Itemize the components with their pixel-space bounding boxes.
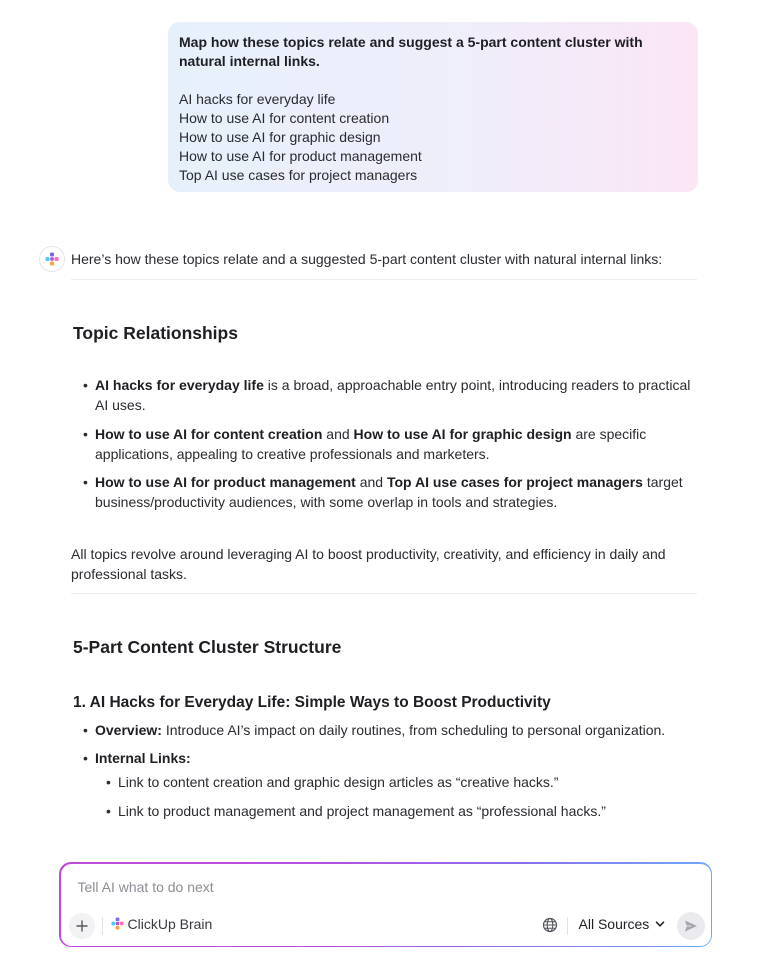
bullet-text: is a broad, approachable entry point, introducing readers to practical AI uses.: [95, 377, 691, 413]
sources-dropdown[interactable]: [579, 916, 666, 932]
composer-inner: [61, 864, 711, 946]
globe-icon: [542, 917, 558, 933]
user-message-bubble: [168, 22, 698, 192]
brain-selector-button[interactable]: [111, 916, 213, 932]
bullet-dot: •: [83, 426, 88, 442]
plus-icon: [76, 920, 88, 932]
bullet-text: and: [355, 474, 387, 490]
user-topic-item: How to use AI for graphic design: [179, 129, 381, 145]
bullet-dot: •: [106, 774, 111, 790]
section-heading-topic-relationships: Topic Relationships: [73, 323, 238, 343]
overview-label: Overview:: [95, 722, 162, 738]
divider: [71, 593, 697, 594]
user-topic-list: [179, 90, 687, 185]
add-attachment-button[interactable]: [69, 913, 95, 939]
bold-topic: AI hacks for everyday life: [95, 377, 264, 393]
cluster-part-title: 1. AI Hacks for Everyday Life: Simple Ways to Boost Productivity: [73, 694, 551, 711]
list-item: [83, 720, 693, 740]
prompt-input[interactable]: Tell AI what to do next: [77, 878, 214, 895]
list-item: [83, 472, 693, 512]
summary-paragraph: All topics revolve around leveraging AI to boost productivity, creativity, and efficiency in daily and professional tasks.: [71, 546, 666, 582]
bullet-dot: •: [83, 377, 88, 393]
divider: [71, 279, 697, 280]
bullet-dot: •: [83, 750, 88, 766]
bold-topic: How to use AI for product management: [95, 474, 356, 490]
bold-topic: How to use AI for content creation: [95, 426, 323, 442]
list-item: [83, 375, 693, 415]
web-search-toggle[interactable]: [542, 917, 560, 935]
section-heading-content-cluster: 5-Part Content Cluster Structure: [73, 637, 342, 657]
overview-text: Introduce AI’s impact on daily routines, from scheduling to personal organization.: [161, 722, 666, 738]
internal-links-label: Internal Links:: [95, 750, 191, 766]
brain-selector-label: ClickUp Brain: [127, 915, 213, 932]
user-topic-item: How to use AI for product management: [179, 148, 422, 164]
list-item: [83, 748, 693, 768]
list-item: [106, 801, 696, 821]
divider: [102, 917, 103, 935]
bullet-text: target business/productivity audiences, with some overlap in tools and strategies.: [95, 474, 683, 510]
clickup-brain-icon: [45, 252, 59, 266]
clickup-brain-icon: [111, 917, 124, 930]
ai-avatar: [39, 246, 65, 272]
chat-composer: [59, 862, 712, 947]
bullet-text: and: [322, 426, 354, 442]
internal-link-text: Link to content creation and graphic design articles as “creative hacks.”: [118, 774, 559, 790]
internal-link-text: Link to product management and project management as “professional hacks.”: [118, 803, 606, 819]
divider: [567, 917, 568, 935]
bullet-dot: •: [106, 803, 111, 819]
user-prompt-text: Map how these topics relate and suggest a 5-part content cluster with natural internal links.: [179, 34, 643, 69]
ai-intro-text: Here’s how these topics relate and a suggested 5-part content cluster with natural internal links:: [71, 251, 663, 267]
list-item: [106, 772, 696, 792]
send-button[interactable]: [677, 912, 705, 940]
bullet-text: are specific applications, appealing to creative professionals and marketers.: [95, 426, 647, 462]
bullet-dot: •: [83, 474, 88, 490]
user-topic-item: How to use AI for content creation: [179, 110, 390, 126]
user-topic-item: AI hacks for everyday life: [179, 91, 336, 107]
user-topic-item: Top AI use cases for project managers: [179, 167, 418, 183]
list-item: [83, 424, 693, 464]
chevron-down-icon: [655, 919, 665, 929]
bold-topic: Top AI use cases for project managers: [386, 474, 643, 490]
bullet-dot: •: [83, 722, 88, 738]
bold-topic: How to use AI for graphic design: [353, 426, 572, 442]
send-icon: [684, 919, 698, 933]
sources-label: All Sources: [578, 915, 650, 932]
